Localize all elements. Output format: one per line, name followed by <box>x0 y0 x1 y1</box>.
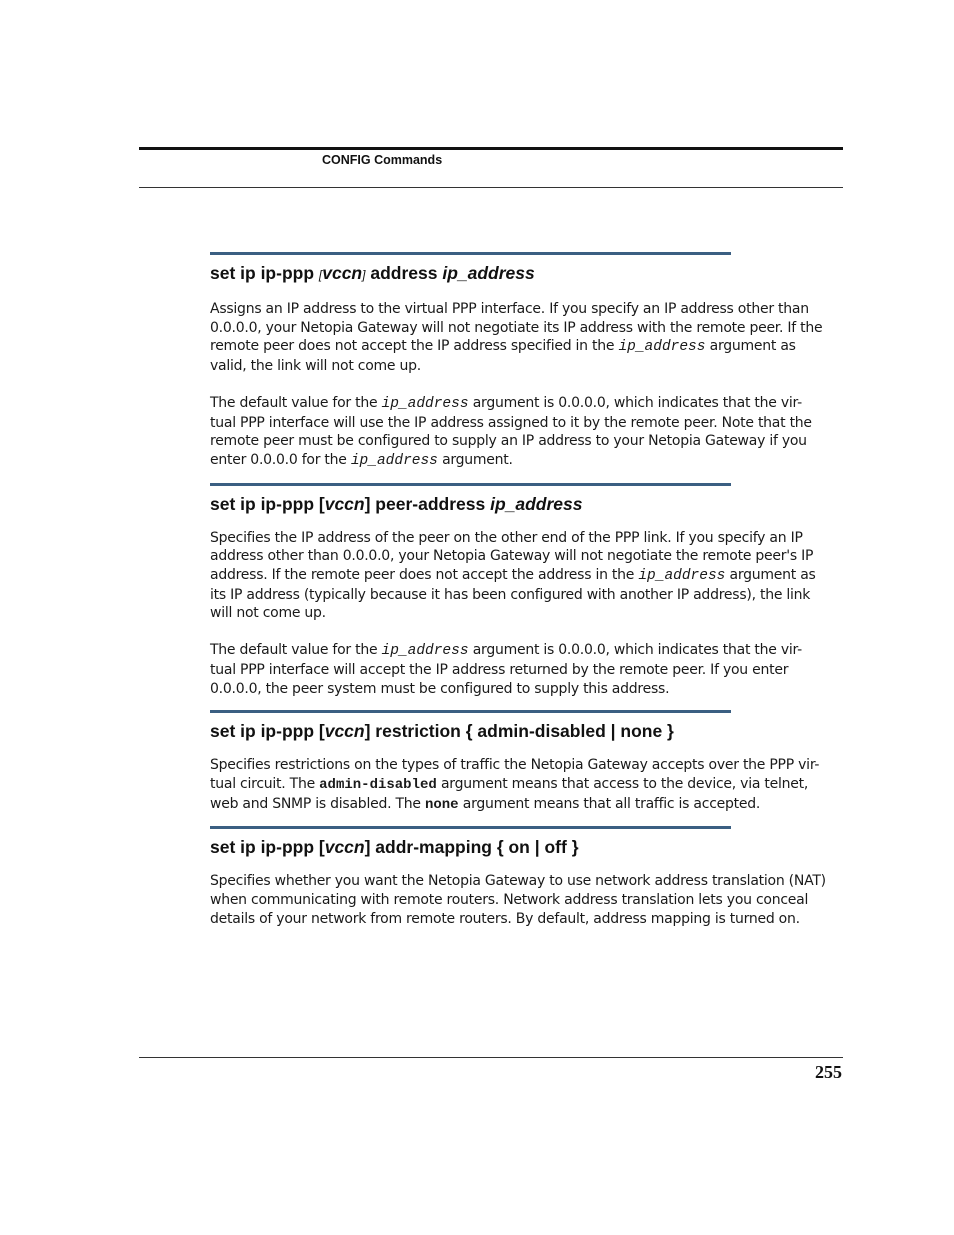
section-rule <box>210 710 731 713</box>
code-term: ip_address <box>350 452 438 469</box>
code-term: ip_address <box>618 339 706 356</box>
code-term: admin-disabled <box>319 776 437 793</box>
section-heading: set ip ip-ppp [vccn] restriction { admin-disabled | none } <box>210 721 674 742</box>
page-number: 255 <box>815 1062 842 1082</box>
page-content <box>210 252 826 928</box>
header-rule-top <box>139 147 843 150</box>
header-rule-bottom <box>139 187 843 188</box>
footer-rule <box>139 1057 843 1058</box>
paragraph: Specifies the IP address of the peer on the other end of the PPP link. If you specify an IP address other than 0.0.0.0, your Netopia Gateway will not negotiate the remote peer's IP address. If the remote peer does not accept the address in the ip_address argument as its IP address (typically because it has been configured with another IP address), the link will not come up. <box>210 529 816 622</box>
code-term: none <box>424 796 459 813</box>
section-rule <box>210 252 731 255</box>
section-restriction <box>210 710 826 814</box>
paragraph: The default value for the ip_address argument is 0.0.0.0, which indicates that the vir-tual PPP interface will use the IP address assigned to it by the remote peer. Note that the remote peer must be configured to supply an IP address to your Netopia Gateway if you enter 0.0.0.0 for the ip_address argument. <box>210 394 812 469</box>
paragraph: Specifies whether you want the Netopia Gateway to use network address translation (NAT) when communicating with remote routers. Network address translation lets you conceal details of your network from remote routers. By default, address mapping is turned on. <box>210 873 826 927</box>
section-addr-mapping <box>210 826 826 928</box>
section-peer-address <box>210 483 826 699</box>
running-header: CONFIG Commands <box>322 153 443 167</box>
code-term: ip_address <box>381 643 469 660</box>
section-heading: set ip ip-ppp [vccn] peer-address ip_address <box>210 493 583 514</box>
section-heading: set ip ip-ppp [vccn] addr-mapping { on | off } <box>210 837 579 858</box>
code-term: ip_address <box>381 395 469 412</box>
section-rule <box>210 826 731 829</box>
paragraph: The default value for the ip_address argument is 0.0.0.0, which indicates that the vir-tual PPP interface will accept the IP address returned by the remote peer. If you enter 0.0.0.0, the peer system must be configured to supply this address. <box>210 642 802 697</box>
paragraph: Assigns an IP address to the virtual PPP interface. If you specify an IP address other than 0.0.0.0, your Netopia Gateway will not negotiate its IP address with the remote peer. If the remote peer does not accept the IP address specified in the ip_address argument as valid, the link will not come up. <box>210 301 823 375</box>
section-heading: set ip ip-ppp [vccn] address ip_address <box>210 263 535 283</box>
paragraph: Specifies restrictions on the types of traffic the Netopia Gateway accepts over the PPP vir-tual circuit. The admin-disabled argument means that access to the device, via telnet, web and SNMP is disabled. The none argument means that all traffic is accepted. <box>210 757 820 813</box>
section-address <box>210 252 826 471</box>
code-term: ip_address <box>638 568 726 585</box>
section-rule <box>210 483 731 486</box>
